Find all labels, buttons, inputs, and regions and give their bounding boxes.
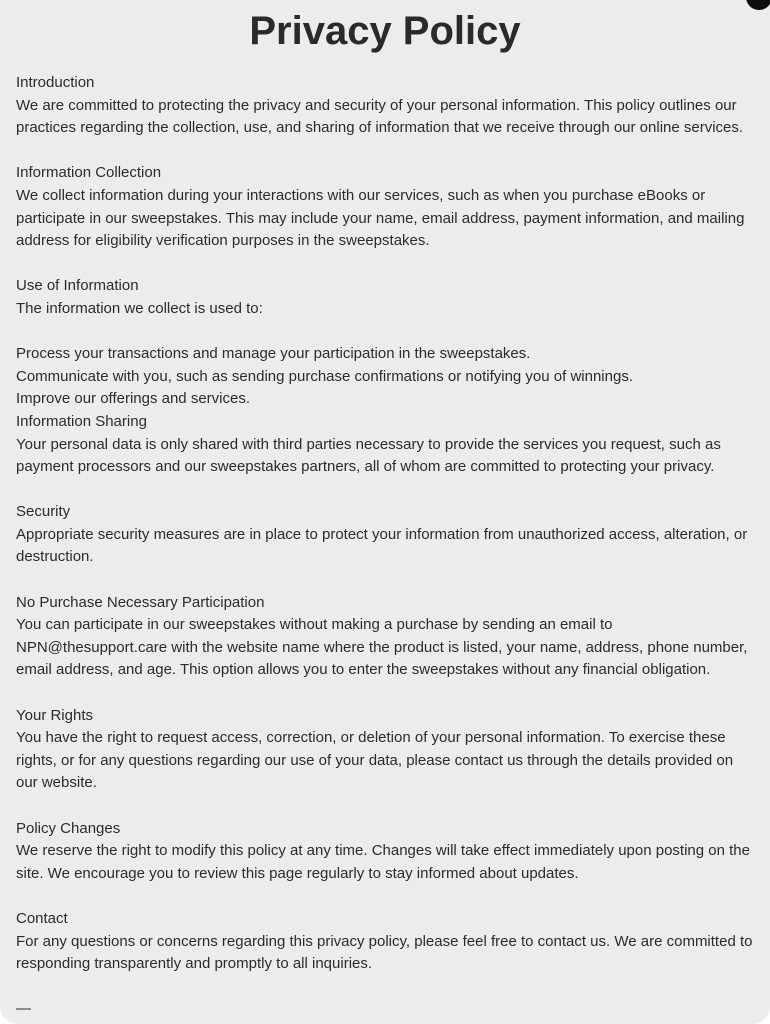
section-heading: Introduction xyxy=(16,74,95,91)
section-heading: Use of Information xyxy=(16,277,139,295)
section-introduction xyxy=(16,72,756,140)
section-body: You have the right to request access, correction, or deletion of your personal information. To exercise these rights, or for any questions regarding our use of your data, please contact us through the details provided on our website. xyxy=(16,729,734,792)
section-body: The information we collect is used to: xyxy=(16,299,263,317)
section-security xyxy=(16,501,756,569)
section-use-of-information xyxy=(16,275,756,411)
section-heading: Policy Changes xyxy=(16,819,121,837)
section-heading: Contact xyxy=(16,909,68,927)
section-heading: Your Rights xyxy=(16,706,93,724)
policy-content xyxy=(16,72,756,976)
section-heading: No Purchase Necessary Participation xyxy=(16,593,265,611)
section-information-collection xyxy=(16,162,756,252)
section-body: We reserve the right to modify this policy at any time. Changes will take effect immediately upon posting on the site. We encourage you to review this page regularly to stay informed about updates. xyxy=(16,842,750,882)
section-contact xyxy=(16,908,756,976)
use-list xyxy=(16,343,756,411)
footer-dash: — xyxy=(16,1000,31,1017)
section-your-rights xyxy=(16,705,756,795)
list-item: Process your transactions and manage your participation in the sweepstakes. xyxy=(16,345,531,363)
page-title: Privacy Policy xyxy=(249,9,521,53)
section-no-purchase-necessary xyxy=(16,592,756,682)
section-body: Appropriate security measures are in place to protect your information from unauthorized access, alteration, or destruction. xyxy=(16,525,748,566)
section-information-sharing xyxy=(16,411,756,479)
section-body: You can participate in our sweepstakes without making a purchase by sending an email to NPN@thesupport.care with the website name where the product is listed, your name, address, phone number, email address, and age. This option allows you to enter the sweepstakes without any financial obligation. xyxy=(16,616,748,679)
section-body: Your personal data is only shared with third parties necessary to provide the services you request, such as payment processors and our sweepstakes partners, all of whom are committed to protecting your privacy. xyxy=(16,435,721,476)
section-body: For any questions or concerns regarding this privacy policy, please feel free to contact us. We are committed to responding transparently and promptly to all inquiries. xyxy=(16,932,753,973)
list-item: Improve our offerings and services. xyxy=(16,390,251,408)
section-heading: Security xyxy=(16,503,71,521)
section-body: We collect information during your interactions with our services, such as when you purchase eBooks or participate in our sweepstakes. This may include your name, email address, payment information, and mailing address for eligibility verification purposes in the sweepstakes. xyxy=(16,186,745,250)
section-heading: Information Collection xyxy=(16,164,162,182)
section-body: We are committed to protecting the privacy and security of your personal information. This policy outlines our practices regarding the collection, use, and sharing of information that we receive through our online services. xyxy=(16,96,744,137)
section-policy-changes xyxy=(16,818,756,886)
list-item: Communicate with you, such as sending purchase confirmations or notifying you of winnings. xyxy=(16,367,633,385)
section-heading: Information Sharing xyxy=(16,412,147,430)
